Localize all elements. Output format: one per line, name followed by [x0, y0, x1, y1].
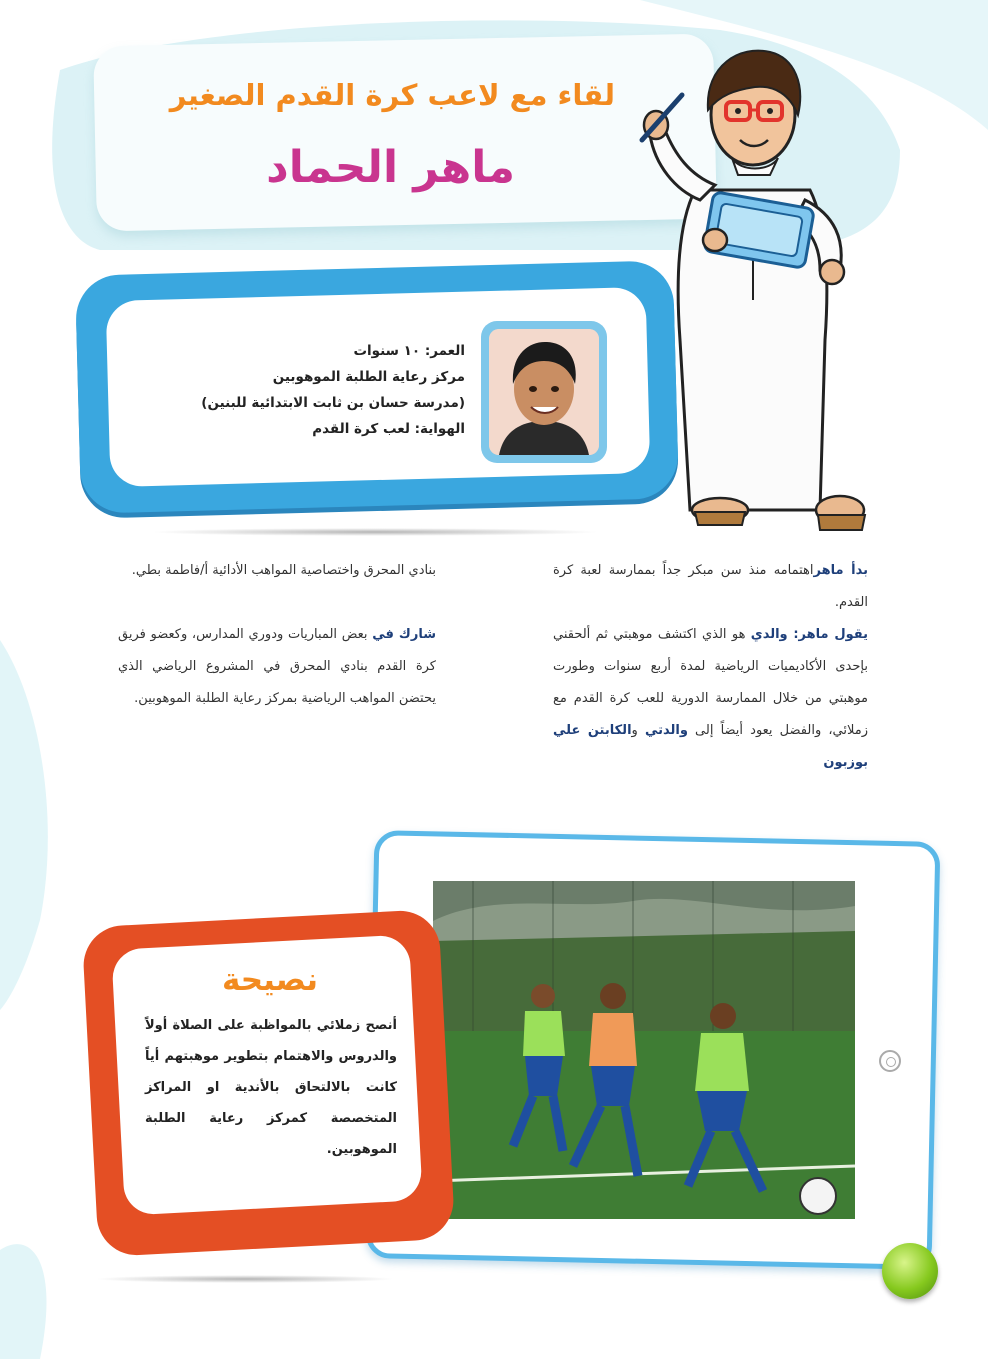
football-photo — [433, 881, 855, 1219]
profile-details — [160, 338, 465, 442]
article-column-right — [553, 555, 868, 779]
page-title: لقاء مع لاعب كرة القدم الصغير — [169, 78, 615, 112]
article-paragraph: بنادي المحرق واختصاصية المواهب الأدائية أ/فاطمة بطي. — [131, 563, 436, 578]
profile-school: (مدرسة حسان بن ثابت الابتدائية للبنين) — [201, 395, 465, 411]
conjunction: و — [631, 723, 645, 738]
advice-title: نصيحة — [222, 962, 318, 998]
profile-center: مركز رعاية الطلبة الموهوبين — [272, 369, 465, 385]
lead-name: بدأ ماهر — [813, 563, 869, 578]
profile-age: العمر: ١٠ سنوات — [353, 343, 465, 359]
profile-hobby: الهواية: لعب كرة القدم — [312, 421, 465, 437]
mention-coach: الكابتن علي بوزبون — [553, 723, 868, 770]
advice-text: أنصح زملائي بالمواظبة على الصلاة أولاً والدروس والاهتمام بتطوير موهبتهم أياً كانت بالالتحاق بالأندية او المراكز المتخصصة كمركز رعاية الطلبة الموهوبين. — [145, 1018, 397, 1157]
profile-photo — [489, 329, 599, 455]
quote-lead: يقول ماهر: والدي — [750, 627, 868, 642]
home-button-icon — [879, 1050, 901, 1072]
participation-text: بعض المباريات ودوري المدارس، وكعضو فريق كرة القدم بنادي المحرق في المشروع الرياضي الذي يحتضن المواهب الرياضية بمركز رعاية الطلبة الموهوبين. — [118, 627, 436, 706]
mention-mother: والدتي — [644, 723, 688, 738]
article-paragraph: اهتمامه منذ سن مبكر جداً بممارسة لعبة كرة القدم. — [553, 563, 868, 610]
player-name-heading: ماهر الحماد — [266, 142, 515, 193]
divider-shadow — [150, 528, 600, 536]
divider-shadow — [95, 1275, 395, 1283]
article-paragraph — [118, 619, 436, 715]
green-ball-icon — [882, 1243, 938, 1299]
participation-lead: شارك في — [372, 627, 436, 642]
article-column-left — [118, 555, 436, 715]
article-paragraph: هو الذي اكتشف موهبتي ثم ألحقني بإحدى الأكاديميات الرياضية لمدة أربع سنوات وطورت موهبتي من خلال الممارسة الدورية للعب كرة القدم مع زملائي، والفضل يعود أيضاً إلى — [553, 627, 868, 738]
